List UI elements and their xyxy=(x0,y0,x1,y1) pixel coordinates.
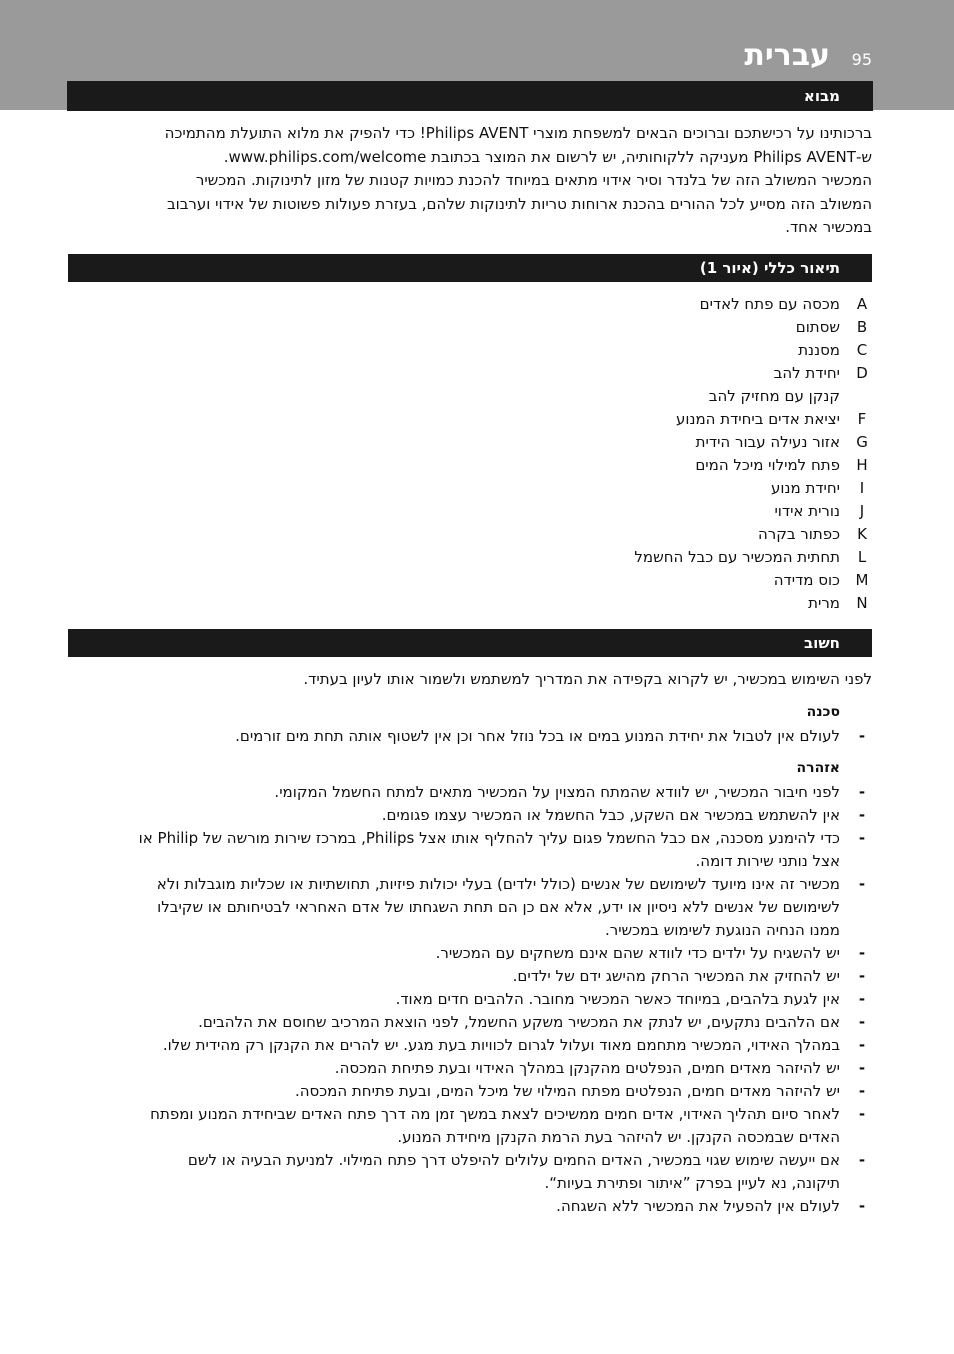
part-label: אזור נעילה עבור הידית xyxy=(695,433,840,451)
part-letter: A xyxy=(856,295,868,313)
part-letter: D xyxy=(856,364,868,382)
danger-label: סכנה xyxy=(806,704,840,720)
list-item-text: אם ייעשה שימוש שגוי במכשיר, האדים החמים עלולים להיפלט דרך פתח המילוי. למניעת הבעיה או לשם xyxy=(187,1151,840,1169)
important-intro xyxy=(68,668,872,692)
intro-line: ברכותינו על רכישתכם וברוכים הבאים למשפחת מוצרי Philips AVENT! כדי להפיק את מלוא התועלת מהתמיכה xyxy=(164,124,872,142)
list-item: - יש להיזהר מאדים חמים, הנפלטים מהקנקן במהלך האידוי ובעת פתיחת המכסה. xyxy=(68,1057,872,1080)
page-number: 95 xyxy=(851,50,872,69)
part-item xyxy=(68,293,872,316)
part-item xyxy=(68,339,872,362)
part-item xyxy=(68,362,872,385)
list-item: - אין לגעת בלהבים, במיוחד כאשר המכשיר מחובר. הלהבים חדים מאוד. xyxy=(68,988,872,1011)
list-item-text: יש להיזהר מאדים חמים, הנפלטים מהקנקן במהלך האידוי ובעת פתיחת המכסה. xyxy=(334,1059,840,1077)
part-letter: L xyxy=(857,548,867,566)
list-item: - לאחר סיום תהליך האידוי, אדים חמים ממשיכים לצאת במשך זמן מה דרך פתח האדים שביחידת המנוע ומפתח האדים שבמכסה הקנקן. יש להיזהר בעת הרמת הקנקן מיחידת המנוע. xyxy=(68,1103,872,1149)
list-item: - יש להיזהר מאדים חמים, הנפלטים מפתח המילוי של מיכל המים, ובעת פתיחת המכסה. xyxy=(68,1080,872,1103)
list-item-text: מכשיר זה אינו מיועד לשימושם של אנשים (כולל ילדים) בעלי יכולות פיזיות, תחושתיות או שכליות מוגבלות ולא xyxy=(156,875,840,893)
intro-paragraph xyxy=(68,122,872,240)
list-item-text: אין לגעת בלהבים, במיוחד כאשר המכשיר מחובר. הלהבים חדים מאוד. xyxy=(395,990,840,1008)
part-letter: B xyxy=(856,318,868,336)
part-item xyxy=(68,546,872,569)
list-item-text: יש להשגיח על ילדים כדי לוודא שהם אינם משחקים עם המכשיר. xyxy=(435,944,840,962)
list-item: - מכשיר זה אינו מיועד לשימושם של אנשים (כולל ילדים) בעלי יכולות פיזיות, תחושתיות או שכליות מוגבלות ולא לשימושם של אנשים ללא ניסיון או ידע, אלא אם כן הם תחת השגחתו של אדם האחראי לבטיחותם או שקיבלו ממנו הנחיה הנוגעת לשימוש במכשיר. xyxy=(68,873,872,942)
part-item xyxy=(68,431,872,454)
language-title: עברית xyxy=(744,38,830,73)
list-item: - אם ייעשה שימוש שגוי במכשיר, האדים החמים עלולים להיפלט דרך פתח המילוי. למניעת הבעיה או לשם תיקונה, נא לעיין בפרק ”איתור ופתירת בעיות“. xyxy=(68,1149,872,1195)
part-label: פתח למילוי מיכל המים xyxy=(695,456,840,474)
part-item xyxy=(68,523,872,546)
part-item xyxy=(68,592,872,615)
list-item: - לעולם אין לטבול את יחידת המנוע במים או בכל נוזל אחר וכן אין לשטוף אותה תחת מים זורמים. xyxy=(68,725,872,748)
part-letter: C xyxy=(856,341,868,359)
list-item-text: לעולם אין לטבול את יחידת המנוע במים או בכל נוזל אחר וכן אין לשטוף אותה תחת מים זורמים. xyxy=(235,727,840,745)
intro-line: במכשיר אחד. xyxy=(785,218,872,236)
list-item: - במהלך האידוי, המכשיר מתחמם מאוד ועלול לגרום לכוויות בעת מגע. יש להרים את הקנקן רק מהידית שלו. xyxy=(68,1034,872,1057)
part-item xyxy=(68,477,872,500)
warning-label: אזהרה xyxy=(796,760,840,776)
list-item: - יש להשגיח על ילדים כדי לוודא שהם אינם משחקים עם המכשיר. xyxy=(68,942,872,965)
list-item: - כדי להימנע מסכנה, אם כבל החשמל פגום עליך להחליף אותו אצל Philips, במרכז שירות מורשה של Philip או אצל נותני שירות דומה. xyxy=(68,827,872,873)
section-heading-important: חשוב xyxy=(68,629,872,657)
warning-list xyxy=(68,781,872,1218)
list-item-text: ממנו הנחיה הנוגעת לשימוש במכשיר. xyxy=(604,921,840,939)
intro-line: המכשיר המשולב הזה של בלנדר וסיר אידוי מתאים במיוחד להכנת כמויות קטנות של מזון לתינוקות. המכשיר xyxy=(195,171,872,189)
part-item xyxy=(68,408,872,431)
list-item-text: תיקונה, נא לעיין בפרק ”איתור ופתירת בעיות“. xyxy=(544,1174,840,1192)
list-item-text: אין להשתמש במכשיר אם השקע, כבל החשמל או המכשיר עצמו פגומים. xyxy=(381,806,840,824)
part-letter: M xyxy=(855,571,869,589)
list-item-text: אם הלהבים נתקעים, יש לנתק את המכשיר משקע החשמל, לפני הוצאת המרכיב שחוסם את הלהבים. xyxy=(198,1013,840,1031)
part-label: תחתית המכשיר עם כבל החשמל xyxy=(634,548,840,566)
list-item-text: במהלך האידוי, המכשיר מתחמם מאוד ועלול לגרום לכוויות בעת מגע. יש להרים את הקנקן רק מהידית שלו. xyxy=(162,1036,840,1054)
part-label: מכסה עם פתח לאדים xyxy=(699,295,840,313)
part-letter: I xyxy=(859,479,865,497)
list-item: - לעולם אין להפעיל את המכשיר ללא השגחה. xyxy=(68,1195,872,1218)
part-label: כפתור בקרה xyxy=(757,525,840,543)
part-item xyxy=(68,500,872,523)
part-letter: F xyxy=(857,410,867,428)
list-item-text: אצל נותני שירות דומה. xyxy=(695,852,840,870)
section-heading-intro: מבוא xyxy=(68,82,872,110)
list-item: - אין להשתמש במכשיר אם השקע, כבל החשמל או המכשיר עצמו פגומים. xyxy=(68,804,872,827)
part-label: מסננת xyxy=(798,341,840,359)
part-item xyxy=(68,385,872,408)
intro-line: ש-Philips AVENT מעניקה ללקוחותיה, יש לרשום את המוצר בכתובת www.philips.com/welcome. xyxy=(223,147,872,166)
important-intro-line: לפני השימוש במכשיר, יש לקרוא בקפידה את המדריך למשתמש ולשמור אותו לעיון בעתיד. xyxy=(303,670,872,688)
list-item: - יש להחזיק את המכשיר הרחק מהישג ידם של ילדים. xyxy=(68,965,872,988)
part-label: כוס מדידה xyxy=(773,571,840,589)
parts-list xyxy=(68,293,872,615)
list-item-text: כדי להימנע מסכנה, אם כבל החשמל פגום עליך להחליף אותו אצל Philips, במרכז שירות מורשה של Philip או xyxy=(138,829,840,847)
list-item-text: האדים שבמכסה הקנקן. יש להיזהר בעת הרמת הקנקן מיחידת המנוע. xyxy=(397,1128,840,1146)
part-label: יחידת מנוע xyxy=(771,479,840,497)
list-item-text: יש להחזיק את המכשיר הרחק מהישג ידם של ילדים. xyxy=(512,967,840,985)
danger-list xyxy=(68,725,872,748)
part-letter: J xyxy=(859,502,865,520)
list-item-text: לעולם אין להפעיל את המכשיר ללא השגחה. xyxy=(556,1197,840,1215)
section-heading-general: תיאור כללי (איור 1) xyxy=(68,254,872,282)
part-letter: H xyxy=(856,456,868,474)
list-item-text: יש להיזהר מאדים חמים, הנפלטים מפתח המילוי של מיכל המים, ובעת פתיחת המכסה. xyxy=(294,1082,840,1100)
list-item-text: לשימושם של אנשים ללא ניסיון או ידע, אלא אם כן הם תחת השגחתו של אדם האחראי לבטיחותם או שקיבלו xyxy=(157,898,840,916)
part-letter: K xyxy=(857,525,867,543)
list-item: - אם הלהבים נתקעים, יש לנתק את המכשיר משקע החשמל, לפני הוצאת המרכיב שחוסם את הלהבים. xyxy=(68,1011,872,1034)
part-label: קנקן עם מחזיק להב xyxy=(708,387,840,405)
part-label: מרית xyxy=(808,594,840,612)
list-item-text: לאחר סיום תהליך האידוי, אדים חמים ממשיכים לצאת במשך זמן מה דרך פתח האדים שביחידת המנוע ומפתח xyxy=(150,1105,840,1123)
list-item-text: לפני חיבור המכשיר, יש לוודא שהמתח המצוין על המכשיר מתאים למתח החשמל המקומי. xyxy=(274,783,840,801)
part-label: יחידת להב xyxy=(773,364,840,382)
part-label: שסתום xyxy=(795,318,840,336)
part-item xyxy=(68,316,872,339)
part-item xyxy=(68,454,872,477)
part-label: יציאת אדים ביחידת המנוע xyxy=(675,410,840,428)
part-item xyxy=(68,569,872,592)
list-item: - לפני חיבור המכשיר, יש לוודא שהמתח המצוין על המכשיר מתאים למתח החשמל המקומי. xyxy=(68,781,872,804)
intro-line: המשולב הזה מסייע לכל ההורים בהכנת ארוחות טריות לתינוקות שלהם, בעזרת פעולות פשוטות של אידוי וערבוב xyxy=(166,194,872,213)
part-letter: N xyxy=(856,594,868,612)
part-letter: G xyxy=(856,433,868,451)
part-label: נורית אידוי xyxy=(774,502,840,520)
